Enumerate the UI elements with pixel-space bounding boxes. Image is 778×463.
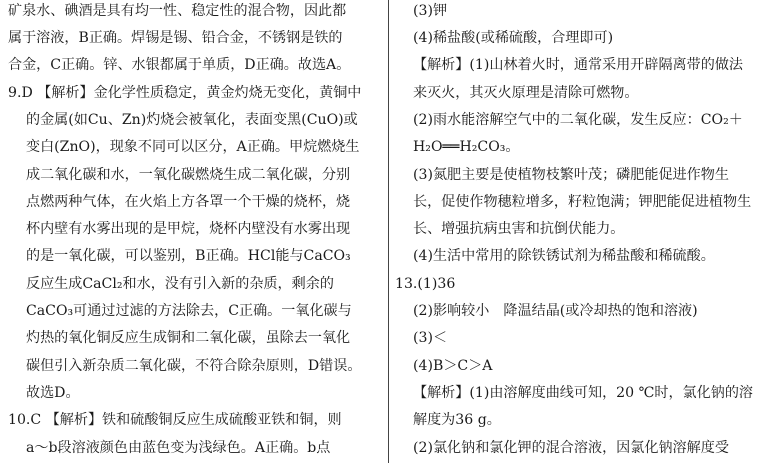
text-line: (2)氯化钠和氯化钾的混合溶液，因氯化钠溶解度受 (413, 440, 729, 456)
text-line: 碳但引入新杂质二氧化碳，不符合除杂原则，D错误。 (26, 358, 362, 374)
right-column (395, 0, 773, 463)
text-line: 来灭火，其灭火原理是清除可燃物。 (413, 85, 639, 101)
text-line: (3)钾 (413, 3, 448, 19)
question-9-line: 9.D 【解析】金化学性质稳定，黄金灼烧无变化，黄铜中 (8, 85, 362, 101)
text-line: 【解析】(1)山林着火时，通常采用开辟隔离带的做法 (413, 57, 744, 73)
text-line: (4)稀盐酸(或稀硫酸，合理即可) (413, 30, 614, 46)
text-line: (2)雨水能溶解空气中的二氧化碳，发生反应：CO₂＋ (413, 112, 743, 128)
text-line: 变白(ZnO)，现象不同可以区分，A正确。甲烷燃烧生 (26, 139, 360, 155)
text-line: 【解析】(1)由溶解度曲线可知，20 ℃时，氯化钠的溶 (413, 385, 754, 401)
text-line: 的金属(如Cu、Zn)灼烧会被氧化，表面变黑(CuO)或 (26, 112, 358, 128)
text-line: CaCO₃可通过过滤的方法除去，C正确。一氧化碳与 (26, 303, 352, 319)
text-line: (2)影响较小 降温结晶(或冷却热的饱和溶液) (413, 303, 698, 319)
text-line: 解度为36 g。 (413, 412, 501, 428)
column-divider (388, 0, 389, 463)
text-line: 属于溶液，B正确。焊锡是锡、铅合金，不锈钢是铁的 (8, 30, 343, 46)
text-line: 长，促使作物穗粒增多，籽粒饱满；钾肥能促进植物生 (413, 194, 752, 210)
text-line: 故选D。 (26, 385, 80, 401)
text-line: 灼热的氧化铜反应生成铜和二氧化碳，虽除去一氧化 (26, 330, 351, 346)
question-10-line: 10.C 【解析】铁和硫酸铜反应生成硫酸亚铁和铜，则 (8, 412, 342, 428)
left-column (8, 0, 384, 463)
text-line: 成二氧化碳和水，一氧化碳燃烧生成二氧化碳，分别 (26, 167, 351, 183)
text-line: 矿泉水、碘酒是具有均一性、稳定性的混合物，因此都 (8, 3, 347, 19)
text-line: 长、增强抗病虫害和抗倒伏能力。 (413, 221, 625, 237)
text-line: 点燃两种气体，在火焰上方各罩一个干燥的烧杯，烧 (26, 194, 351, 210)
text-line: 合金，C正确。锌、水银都属于单质，D正确。故选A。 (8, 57, 351, 73)
text-line: 的是一氧化碳，可以鉴别，B正确。HCl能与CaCO₃ (26, 248, 351, 264)
text-line: 杯内壁有水雾出现的是甲烷，烧杯内壁没有水雾出现 (26, 221, 351, 237)
text-line: (3)氮肥主要是使植物枝繁叶茂；磷肥能促进作物生 (413, 167, 729, 183)
text-line: 反应生成CaCl₂和水，没有引入新的杂质，剩余的 (26, 276, 334, 292)
text-line: (4)B＞C＞A (413, 358, 493, 374)
text-line: (4)生活中常用的除铁锈试剂为稀盐酸和稀硫酸。 (413, 248, 715, 264)
question-13-line: 13.(1)36 (395, 276, 456, 292)
equation-line: H₂O══H₂CO₃。 (413, 139, 520, 155)
text-line: a～b段溶液颜色由蓝色变为浅绿色。A正确。b点 (26, 440, 331, 456)
text-line: (3)＜ (413, 330, 448, 346)
